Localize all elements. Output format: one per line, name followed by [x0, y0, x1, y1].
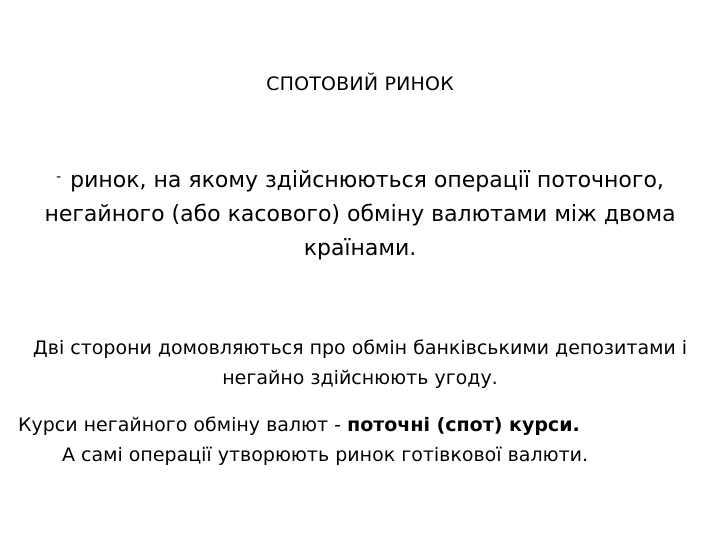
- cash-market-line: А самі операції утворюють ринок готівкової валюти.: [62, 444, 589, 466]
- paragraph-spot-rates: [18, 410, 708, 470]
- spot-rates-bold: поточні (спот) курси.: [347, 414, 580, 436]
- definition-text: [30, 160, 690, 266]
- definition-dash: -: [56, 169, 62, 185]
- spot-rates-prefix: Курси негайного обміну валют -: [18, 414, 348, 436]
- slide-title: СПОТОВИЙ РИНОК: [266, 73, 454, 95]
- paragraph-deposits: Дві сторони домовляються про обмін банківськими депозитами і негайно здійснюють угоду.: [32, 337, 688, 389]
- spot-rates-line: [18, 410, 708, 440]
- definition-body: ринок, на якому здійснюються операції поточного, негайного (або касового) обміну валютами між двома країнами.: [44, 168, 676, 261]
